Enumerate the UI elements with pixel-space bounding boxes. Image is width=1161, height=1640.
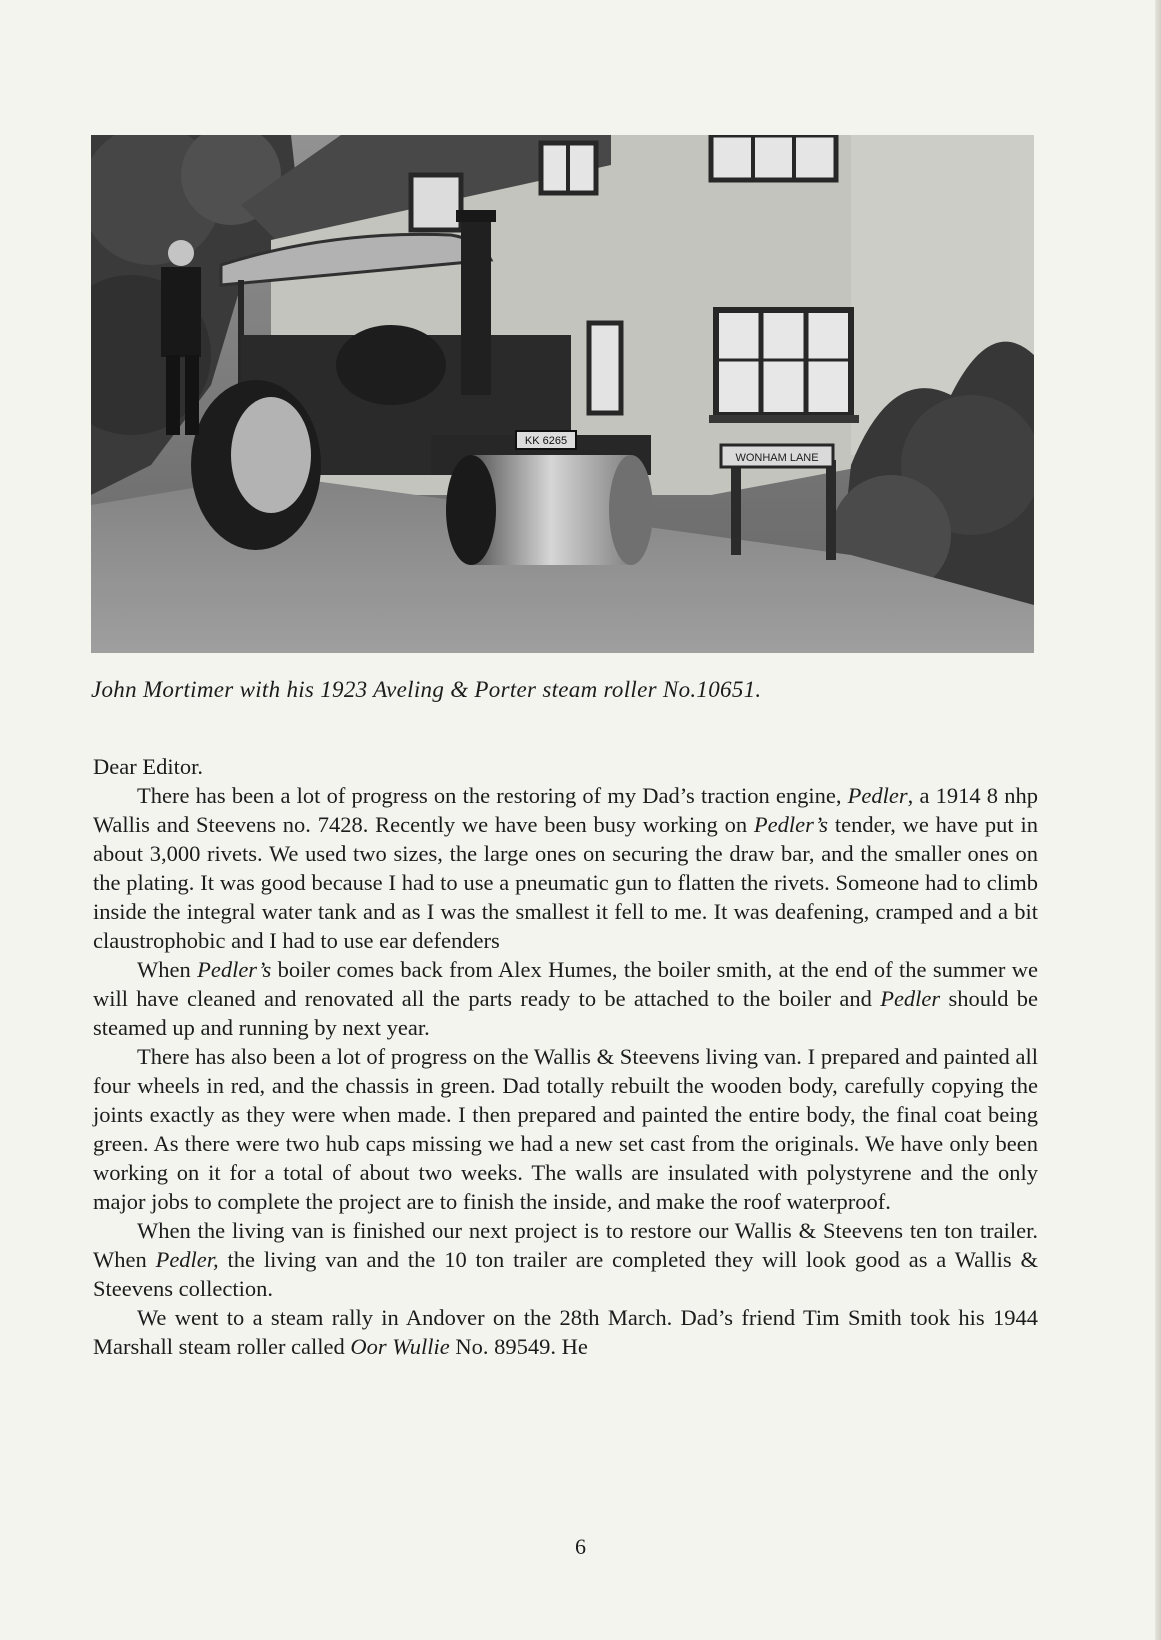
- text-run: , a 1914 8 nhp Wallis and Steevens no. 7428. Recently we have been busy working on: [93, 783, 1038, 837]
- letter-body: [93, 752, 1038, 1361]
- italic-title-text: Pedler’s: [197, 957, 272, 982]
- italic-title-text: Oor Wullie: [350, 1334, 450, 1359]
- text-run: tender, we have put in about 3,000 rivets. We used two sizes, the large ones on securing the draw bar, and the smaller ones on the plating. It was good because I had to use a pneumatic gun to flatten the rivets. Someone had to climb inside the integral water tank and as I was the smallest it fell to me. It was deafening, cramped and a bit claustrophobic and I had to use ear defenders: [93, 812, 1038, 953]
- photo-caption: John Mortimer with his 1923 Aveling & Porter steam roller No.10651.: [91, 677, 762, 702]
- registration-plate-text: KK 6265: [524, 435, 568, 447]
- paragraph: [93, 781, 1038, 955]
- road-sign-text: WONHAM LANE: [735, 452, 819, 464]
- salutation: Dear Editor.: [93, 754, 203, 779]
- text-run: the living van and the 10 ton trailer are completed they will look good as a Wallis & Steevens collection.: [93, 1247, 1038, 1301]
- paragraph: [93, 1042, 1038, 1216]
- italic-title-text: Pedler: [880, 986, 941, 1011]
- page-number: 6: [575, 1534, 586, 1559]
- text-run: should be steamed up and running by next year.: [93, 986, 1038, 1040]
- text-run: When: [137, 957, 198, 982]
- paragraph: [93, 1303, 1038, 1361]
- page-edge: [1155, 0, 1161, 1640]
- italic-title-text: Pedler,: [155, 1247, 219, 1272]
- paragraph: [93, 1216, 1038, 1303]
- italic-title-text: Pedler’s: [753, 812, 829, 837]
- text-run: We went to a steam rally in Andover on the 28th March. Dad’s friend Tim Smith took his 1944 Marshall steam roller called: [93, 1305, 1038, 1359]
- text-run: No. 89549. He: [449, 1334, 588, 1359]
- text-run: There has been a lot of progress on the restoring of my Dad’s traction engine,: [137, 783, 848, 808]
- steam-roller-photo: [91, 135, 1034, 653]
- text-run: When the living van is finished our next project is to restore our Wallis & Steevens ten ton trailer. When: [93, 1218, 1038, 1272]
- paragraph: [93, 955, 1038, 1042]
- italic-title-text: Pedler: [847, 783, 908, 808]
- text-run: There has also been a lot of progress on the Wallis & Steevens living van. I prepared and painted all four wheels in red, and the chassis in green. Dad totally rebuilt the wooden body, carefully copying the joints exactly as they were when made. I then prepared and painted the entire body, the final coat being green. As there were two hub caps missing we had a new set cast from the originals. We have only been working on it for a total of about two weeks. The walls are insulated with polystyrene and the only major jobs to complete the project are to finish the inside, and make the roof waterproof.: [93, 1044, 1038, 1214]
- text-run: boiler comes back from Alex Humes, the boiler smith, at the end of the summer we will have cleaned and renovated all the parts ready to be attached to the boiler and: [93, 957, 1038, 1011]
